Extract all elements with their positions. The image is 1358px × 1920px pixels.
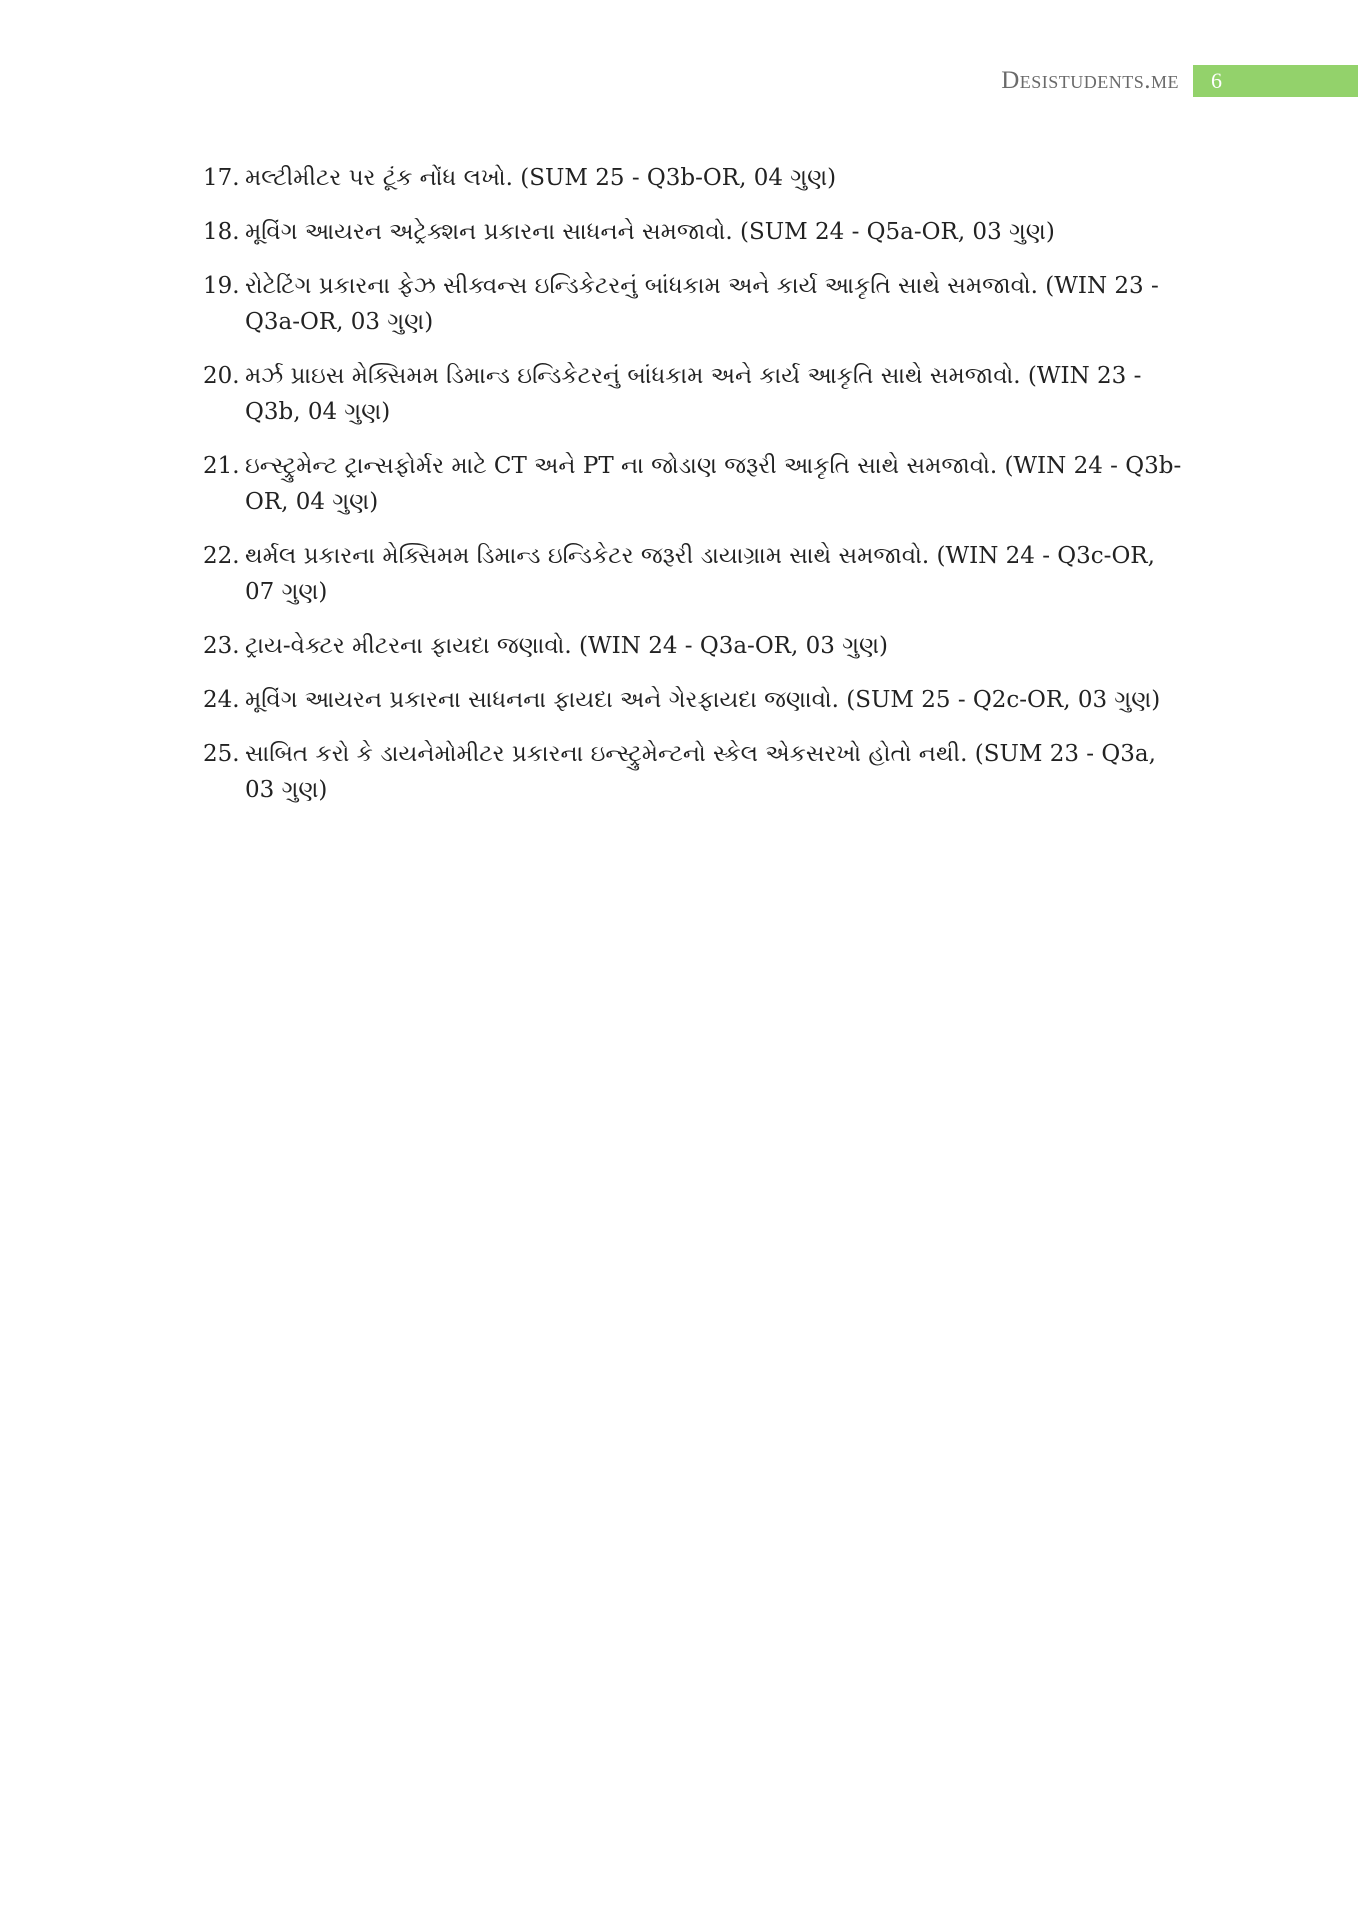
question-number: 18. bbox=[203, 219, 240, 245]
question-item bbox=[203, 736, 1188, 808]
question-number: 21. bbox=[203, 453, 240, 479]
question-number: 25. bbox=[203, 741, 240, 767]
page-header bbox=[1001, 64, 1358, 98]
question-text: મૂવિંગ આયરન પ્રકારના સાધનના ફાયદા અને ગેરફાયદા જણાવો. (SUM 25 - Q2c-OR, 03 ગુણ) bbox=[245, 687, 1161, 713]
question-number: 22. bbox=[203, 543, 240, 569]
question-text: ટ્રાય-વેક્ટર મીટરના ફાયદા જણાવો. (WIN 24 - Q3a-OR, 03 ગુણ) bbox=[245, 633, 889, 659]
page-number-badge bbox=[1193, 65, 1358, 97]
question-item bbox=[203, 214, 1188, 250]
question-number: 19. bbox=[203, 273, 240, 299]
page-number: 6 bbox=[1211, 68, 1222, 93]
question-text: ઇન્સ્ટ્રુમેન્ટ ટ્રાન્સફોર્મર માટે CT અને PT ના જોડાણ જરૂરી આકૃતિ સાથે સમજાવો. (WIN 24 - Q3b-OR, 04 ગુણ) bbox=[245, 453, 1182, 515]
question-text: થર્મલ પ્રકારના મેક્સિમમ ડિમાન્ડ ઇન્ડિકેટર જરૂરી ડાયાગ્રામ સાથે સમજાવો. (WIN 24 - Q3c-OR, 07 ગુણ) bbox=[245, 543, 1155, 605]
question-item bbox=[203, 538, 1188, 610]
question-number: 20. bbox=[203, 363, 240, 389]
question-number: 17. bbox=[203, 165, 240, 191]
question-text: સાબિત કરો કે ડાયનેમોમીટર પ્રકારના ઇન્સ્ટ્રુમેન્ટનો સ્કેલ એકસરખો હોતો નથી. (SUM 23 - Q3a, 03 ગુણ) bbox=[245, 741, 1156, 803]
question-number: 23. bbox=[203, 633, 240, 659]
question-text: રોટેટિંગ પ્રકારના ફેઝ સીક્વન્સ ઇન્ડિકેટરનું બાંધકામ અને કાર્ય આકૃતિ સાથે સમજાવો. (WIN 23 - Q3a-OR, 03 ગુણ) bbox=[245, 273, 1159, 335]
question-number: 24. bbox=[203, 687, 240, 713]
question-item bbox=[203, 682, 1188, 718]
question-text: મર્ઝ પ્રાઇસ મેક્સિમમ ડિમાન્ડ ઇન્ડિકેટરનું બાંધકામ અને કાર્ય આકૃતિ સાથે સમજાવો. (WIN 23 - Q3b, 04 ગુણ) bbox=[245, 363, 1142, 425]
question-item bbox=[203, 448, 1188, 520]
question-text: મલ્ટીમીટર પર ટૂંક નોંધ લખો. (SUM 25 - Q3b-OR, 04 ગુણ) bbox=[245, 165, 837, 191]
question-text: મૂવિંગ આયરન અટ્રેક્શન પ્રકારના સાધનને સમજાવો. (SUM 24 - Q5a-OR, 03 ગુણ) bbox=[245, 219, 1055, 245]
site-name: Desistudents.me bbox=[1001, 67, 1179, 94]
question-item bbox=[203, 268, 1188, 340]
question-item bbox=[203, 160, 1188, 196]
question-item bbox=[203, 358, 1188, 430]
question-item bbox=[203, 628, 1188, 664]
question-list bbox=[203, 160, 1188, 826]
